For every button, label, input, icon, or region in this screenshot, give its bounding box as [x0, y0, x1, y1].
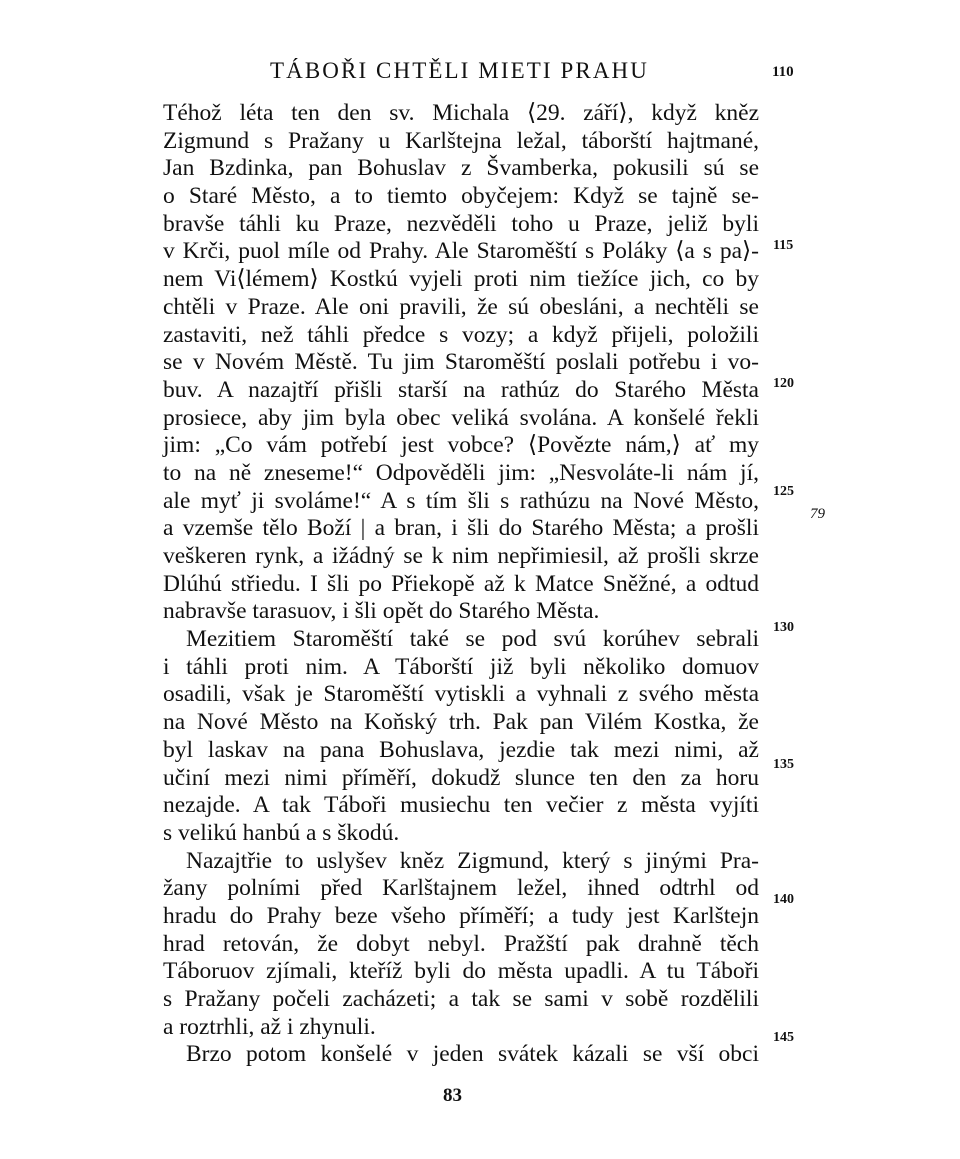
- text-line: zastaviti, než táhli předce s vozy; a když přijeli, položili: [163, 321, 759, 348]
- text-line: bravše táhli ku Praze, nezvěděli toho u Praze, jeliž byli: [163, 210, 759, 237]
- text-line: a vzemše tělo Boží | a bran, i šli do Starého Města; a prošli: [163, 515, 759, 542]
- text-line: jim: „Co vám potřebí jest vobce? ⟨Povězte nám,⟩ ať my: [163, 432, 759, 459]
- text-line: Nazajtřie to uslyšev kněz Zigmund, který s jinými Pra-: [186, 847, 759, 874]
- line-number: 120: [773, 376, 794, 391]
- text-line: veškeren rynk, a ižádný se k nim nepřimiesil, až prošli skrze: [163, 543, 759, 569]
- text-line: s velikú hanbú a s škodú.: [163, 819, 400, 846]
- text-line: Mezitiem Staroměští také se pod svú korúhev sebrali: [186, 626, 759, 653]
- line-number: 145: [773, 1030, 794, 1045]
- text-line: ale myť ji svoláme!“ A s tím šli s rathúzu na Nové Město,: [163, 487, 759, 514]
- text-line: žany polními před Karlštajnem ležel, ihned odtrhl od: [163, 875, 759, 902]
- text-line: a roztrhli, až i zhynuli.: [163, 1013, 376, 1040]
- page-number: 83: [443, 1085, 462, 1106]
- text-line: na Nové Město na Koňský trh. Pak pan Vilém Kostka, že: [163, 709, 759, 736]
- running-header-title: TÁBOŘI CHTĚLI MIETI PRAHU: [270, 58, 649, 83]
- text-line: Téhož léta ten den sv. Michala ⟨29. září⟩, když kněz: [163, 100, 759, 126]
- text-line: o Staré Město, a to tiemto obyčejem: Když se tajně se-: [163, 183, 759, 210]
- text-line: i táhli proti nim. A Táborští již byli několiko domuov: [163, 653, 759, 680]
- text-line: se v Novém Městě. Tu jim Staroměští poslali potřebu i vo-: [163, 349, 759, 376]
- text-line: učiní mezi nimi příměří, dokudž slunce ten den za horu: [163, 764, 759, 791]
- body-text: [163, 100, 759, 1069]
- text-line: Jan Bzdinka, pan Bohuslav z Švamberka, pokusili sú se: [163, 155, 759, 182]
- line-number: 135: [773, 757, 794, 772]
- margin-folio-number: 79: [810, 506, 825, 522]
- text-line: v Krči, puol míle od Prahy. Ale Staroměští s Poláky ⟨a s pa⟩-: [163, 238, 759, 265]
- text-line: Táboruov zjímali, kteříž byli do města upadli. A tu Táboři: [163, 958, 759, 985]
- text-line: buv. A nazajtří přišli starší na rathúz do Starého Města: [163, 376, 759, 403]
- line-number: 140: [773, 892, 794, 907]
- text-line: Zigmund s Pražany u Karlštejna ležal, táborští hajtmané,: [163, 127, 759, 154]
- text-line: byl laskav na pana Bohuslava, jezdie tak mezi nimi, až: [163, 736, 759, 763]
- text-line: hradu do Prahy beze všeho příměří; a tudy jest Karlštejn: [163, 902, 759, 929]
- text-line: to na ně zneseme!“ Odpověděli jim: „Nesvoláte-li nám jí,: [163, 459, 759, 486]
- text-line: Brzo potom konšelé v jeden svátek kázali se vší obci: [186, 1041, 759, 1068]
- text-line: nezajde. A tak Táboři musiechu ten večier z města vyjíti: [163, 792, 759, 819]
- line-number: 115: [773, 238, 794, 253]
- text-line: s Pražany počeli zacházeti; a tak se sami v sobě rozdělili: [163, 986, 759, 1012]
- text-line: osadili, však je Staroměští vytiskli a vyhnali z svého města: [163, 681, 759, 708]
- line-number: 125: [773, 484, 794, 499]
- text-line: Dlúhú střiedu. I šli po Přiekopě až k Matce Sněžné, a odtud: [163, 570, 759, 597]
- text-line: prosiece, aby jim byla obec veliká svolána. A konšelé řekli: [163, 404, 759, 431]
- line-number: 130: [773, 620, 794, 635]
- running-header-page-ref: 110: [772, 64, 794, 80]
- text-line: nabravše tarasuov, i šli opět do Starého Města.: [163, 598, 600, 625]
- text-line: chtěli v Praze. Ale oni pravili, že sú obesláni, a nechtěli se: [163, 293, 759, 320]
- text-line: nem Vi⟨lémem⟩ Kostkú vyjeli proti nim tiežíce jich, co by: [163, 266, 759, 293]
- text-line: hrad retován, že dobyt nebyl. Pražští pak drahně těch: [163, 930, 759, 957]
